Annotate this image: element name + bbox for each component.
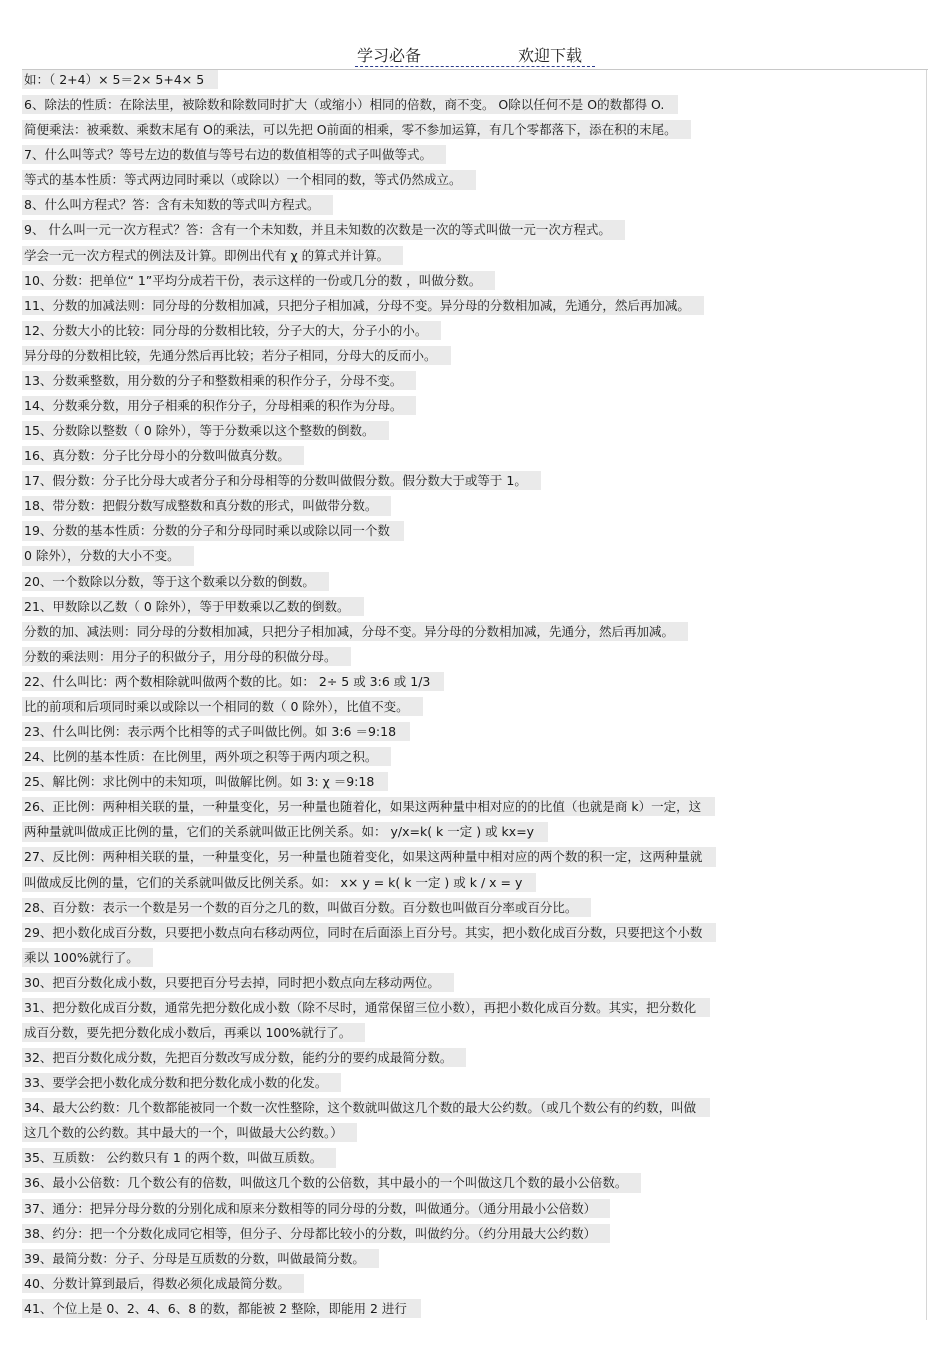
text-line: 28、百分数：表示一个数是另一个数的百分之几的数，叫做百分数。百分数也叫做百分率或百分比。 xyxy=(22,898,591,917)
text-line: 38、约分：把一个分数化成同它相等，但分子、分母都比较小的分数，叫做约分。（约分用最大公约数） xyxy=(22,1224,610,1243)
text-line: 成百分数，要先把分数化成小数后，再乘以 100%就行了。 xyxy=(22,1023,365,1042)
text-line: 6、除法的性质：在除法里，被除数和除数同时扩大（或缩小）相同的倍数，商不变。 O除以任何不是 O的数都得 O. xyxy=(22,95,678,114)
text-line: 40、分数计算到最后，得数必须化成最简分数。 xyxy=(22,1274,304,1293)
text-line: 11、分数的加减法则：同分母的分数相加减，只把分子相加减，分母不变。异分母的分数相加减，先通分，然后再加减。 xyxy=(22,296,704,315)
header-title-right: 欢迎下载 xyxy=(518,46,583,65)
text-line: 17、假分数：分子比分母大或者分子和分母相等的分数叫做假分数。假分数大于或等于 1。 xyxy=(22,471,541,490)
text-line: 26、正比例：两种相关联的量，一种量变化，另一种量也随着化，如果这两种量中相对应的的比值（也就是商 k）一定，这 xyxy=(22,797,715,816)
text-line: 24、比例的基本性质：在比例里，两外项之积等于两内项之积。 xyxy=(22,747,391,766)
text-line: 如：（ 2+4）× 5＝2× 5+4× 5 xyxy=(22,70,218,89)
text-line: 29、把小数化成百分数，只要把小数点向右移动两位，同时在后面添上百分号。其实，把小数化成百分数，只要把这个小数 xyxy=(22,923,716,942)
text-line: 27、反比例：两种相关联的量，一种量变化，另一种量也随着变化，如果这两种量中相对应的两个数的积一定，这两种量就 xyxy=(22,847,716,866)
text-line: 37、通分：把异分母分数的分别化成和原来分数相等的同分母的分数，叫做通分。（通分用最小公倍数） xyxy=(22,1199,610,1218)
header-underline xyxy=(355,66,595,67)
text-line: 15、分数除以整数（ 0 除外），等于分数乘以这个整数的倒数。 xyxy=(22,421,389,440)
text-line: 36、最小公倍数：几个数公有的倍数，叫做这几个数的公倍数，其中最小的一个叫做这几个数的最小公倍数。 xyxy=(22,1173,641,1192)
text-line: 简便乘法：被乘数、乘数末尾有 O的乘法，可以先把 O前面的相乘，零不参加运算，有几个零都落下，添在积的末尾。 xyxy=(22,120,691,139)
text-line: 叫做成反比例的量，它们的关系就叫做反比例关系。如： x× y = k( k 一定 ) 或 k / x = y xyxy=(22,873,536,892)
page-header xyxy=(0,40,950,70)
text-line: 分数的加、减法则：同分母的分数相加减，只把分子相加减，分母不变。异分母的分数相加减，先通分，然后再加减。 xyxy=(22,622,688,641)
text-line: 30、把百分数化成小数，只要把百分号去掉，同时把小数点向左移动两位。 xyxy=(22,973,454,992)
text-line: 10、分数：把单位“ 1”平均分成若干份，表示这样的一份或几分的数 ，叫做分数。 xyxy=(22,271,495,290)
text-line: 34、最大公约数：几个数都能被同一个数一次性整除，这个数就叫做这几个数的最大公约数。（或几个数公有的约数，叫做 xyxy=(22,1098,710,1117)
text-line: 32、把百分数化成分数，先把百分数改写成分数，能约分的要约成最简分数。 xyxy=(22,1048,466,1067)
text-line: 16、真分数：分子比分母小的分数叫做真分数。 xyxy=(22,446,304,465)
text-line: 学会一元一次方程式的例法及计算。即例出代有 χ 的算式并计算。 xyxy=(22,246,403,265)
text-line: 35、互质数： 公约数只有 1 的两个数，叫做互质数。 xyxy=(22,1148,336,1167)
text-line: 8、什么叫方程式？答：含有未知数的等式叫方程式。 xyxy=(22,195,333,214)
text-line: 分数的乘法则：用分子的积做分子，用分母的积做分母。 xyxy=(22,647,351,666)
text-line: 22、什么叫比：两个数相除就叫做两个数的比。如： 2÷ 5 或 3:6 或 1/3 xyxy=(22,672,444,691)
text-line: 25、解比例：求比例中的未知项，叫做解比例。如 3: χ ＝9:18 xyxy=(22,772,388,791)
document-body xyxy=(22,70,928,1324)
text-line: 乘以 100%就行了。 xyxy=(22,948,153,967)
text-line: 两种量就叫做成正比例的量，它们的关系就叫做正比例关系。如： y/x=k( k 一定 ) 或 kx=y xyxy=(22,822,548,841)
text-line: 9、 什么叫一元一次方程式？答：含有一个未知数，并且未知数的次数是一次的等式叫做一元一次方程式。 xyxy=(22,220,625,239)
text-line: 41、个位上是 0、2、4、6、8 的数，都能被 2 整除，即能用 2 进行 xyxy=(22,1299,421,1318)
text-line: 18、带分数：把假分数写成整数和真分数的形式，叫做带分数。 xyxy=(22,496,391,515)
text-line: 39、最简分数：分子、分母是互质数的分数，叫做最简分数。 xyxy=(22,1249,379,1268)
text-line: 7、什么叫等式？等号左边的数值与等号右边的数值相等的式子叫做等式。 xyxy=(22,145,446,164)
text-line: 这几个数的公约数。其中最大的一个，叫做最大公约数。） xyxy=(22,1123,357,1142)
text-line: 比的前项和后项同时乘以或除以一个相同的数（ 0 除外），比值不变。 xyxy=(22,697,423,716)
text-line: 等式的基本性质：等式两边同时乘以（或除以）一个相同的数，等式仍然成立。 xyxy=(22,170,476,189)
text-line: 33、要学会把小数化成分数和把分数化成小数的化发。 xyxy=(22,1073,341,1092)
text-line: 23、什么叫比例：表示两个比相等的式子叫做比例。如 3:6 ＝9:18 xyxy=(22,722,410,741)
text-line: 0 除外），分数的大小不变。 xyxy=(22,546,194,565)
header-title-left: 学习必备 xyxy=(357,46,422,65)
text-line: 20、一个数除以分数，等于这个数乘以分数的倒数。 xyxy=(22,572,329,591)
text-line: 19、分数的基本性质：分数的分子和分母同时乘以或除以同一个数 xyxy=(22,521,404,540)
text-line: 异分母的分数相比较，先通分然后再比较；若分子相同，分母大的反而小。 xyxy=(22,346,451,365)
text-line: 31、把分数化成百分数，通常先把分数化成小数（除不尽时，通常保留三位小数），再把小数化成百分数。其实，把分数化 xyxy=(22,998,710,1017)
text-line: 12、分数大小的比较：同分母的分数相比较，分子大的大，分子小的小。 xyxy=(22,321,441,340)
text-line: 21、甲数除以乙数（ 0 除外），等于甲数乘以乙数的倒数。 xyxy=(22,597,364,616)
text-line: 13、分数乘整数，用分数的分子和整数相乘的积作分子，分母不变。 xyxy=(22,371,416,390)
text-line: 14、分数乘分数，用分子相乘的积作分子，分母相乘的积作为分母。 xyxy=(22,396,416,415)
